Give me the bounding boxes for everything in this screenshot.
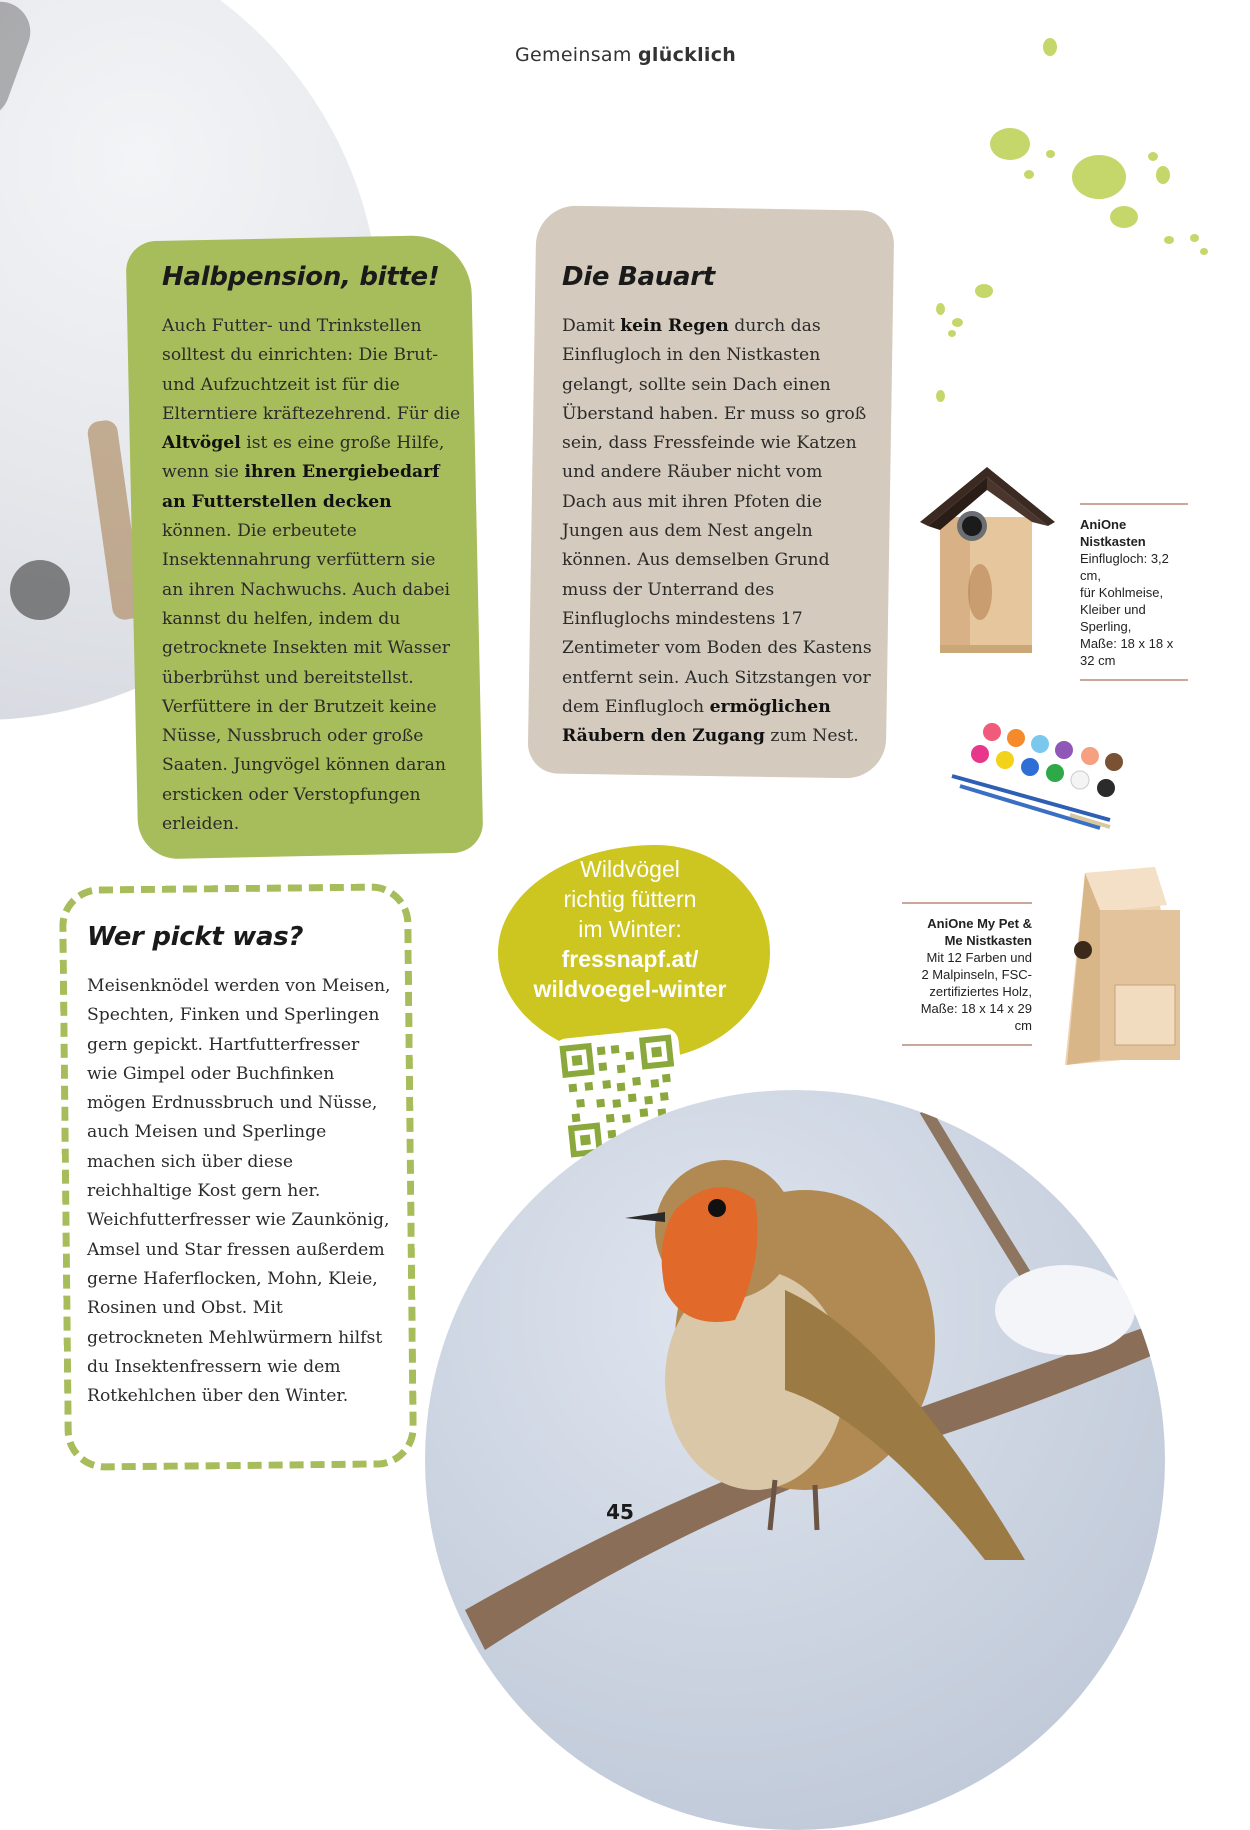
card-body	[562, 312, 872, 751]
bold-text: kein Regen	[620, 316, 729, 336]
text-run: ist es eine große Hilfe, wenn sie	[162, 433, 445, 483]
promo-url-line[interactable]: fressnapf.at/	[561, 946, 699, 972]
bold-text: Altvögel	[162, 433, 241, 454]
paint-set-image	[950, 720, 1150, 845]
text-run: Damit	[562, 316, 621, 336]
text-run: Auch Futter- und Trinkstellen solltest du einrichten: Die Brut- und Aufzuchtzeit ist für die Elterntiere kräftezehrend. Für die	[162, 316, 461, 424]
page-header	[515, 44, 736, 66]
text-run: durch das Einflugloch in den Nistkasten gelangt, sollte sein Dach einen Überstand haben. Er muss so groß sein, dass Fressfeinde wie Katzen und andere Räuber nicht vom Dach aus mit ihren Pfoten die Jungen aus dem Nest angeln können. Aus demselben Grund muss der Unterrand des Einfluglochs mindestens 17 Zentimeter vom Boden des Kastens entfernt sein. Auch Sitzstangen vor dem Einflugloch	[562, 316, 872, 717]
photo-detail	[10, 560, 70, 620]
product-detail-line: 2 Malpinseln, FSC-	[921, 967, 1032, 982]
photo-detail	[0, 0, 39, 127]
card-title: Halbpension, bitte!	[162, 262, 440, 292]
product-name-line: Nistkasten	[1080, 534, 1146, 549]
header-bold: glücklich	[638, 44, 737, 66]
promo-line: Wildvögel	[580, 856, 680, 882]
product-name-line: AniOne	[1080, 517, 1127, 532]
text-run: zum Nest.	[764, 726, 859, 747]
card-bauart	[562, 262, 872, 751]
card-wer-pickt	[87, 922, 392, 1411]
robin-photo	[425, 1090, 1165, 1830]
product-detail-line: Kleiber und Sperling,	[1080, 602, 1146, 634]
birdhouse-image	[920, 462, 1055, 662]
product-detail-line: für Kohlmeise,	[1080, 585, 1164, 600]
product-detail-line: Maße: 18 x 18 x 32 cm	[1080, 636, 1174, 668]
promo-text[interactable]	[510, 854, 750, 1004]
product-detail-line: Maße: 18 x 14 x 29 cm	[920, 1001, 1032, 1033]
page-number: 45	[606, 1500, 634, 1524]
product-detail-line: Einflugloch: 3,2 cm,	[1080, 551, 1169, 583]
bold-text: ermöglichen Räubern den Zugang	[562, 696, 831, 747]
text-run: können. Die erbeutete Insektennahrung verfüttern sie an ihren Nachwuchs. Auch dabei kannst du helfen, indem du getrocknete Insekten mit Wasser überbrühst und bereitstellst. Verfüttere in der Brutzeit keine Nüsse, Nussbruch oder große Saaten. Jungvögel können daran ersticken oder Verstopfungen erleiden.	[162, 521, 451, 835]
card-halbpension	[162, 262, 462, 839]
card-title: Die Bauart	[562, 262, 715, 292]
card-body	[162, 312, 462, 839]
header-prefix: Gemeinsam	[515, 44, 632, 66]
product-detail-line: Mit 12 Farben und	[926, 950, 1032, 965]
robin-illustration	[425, 1090, 1165, 1830]
product-name-line: Me Nistkasten	[944, 933, 1032, 948]
bold-text: ihren Energiebedarf an Futterstellen decken	[162, 462, 440, 512]
wooden-birdhouse-image	[1055, 865, 1205, 1075]
promo-line: richtig füttern	[563, 886, 697, 912]
card-body: Meisenknödel werden von Meisen, Spechten, Finken und Sperlingen gern gepickt. Hartfutterfresser wie Gimpel oder Buchfinken mögen Erdnussbruch und Nüsse, auch Meisen und Sperlinge machen sich über diese reichhaltige Kost gern her. Weichfutterfresser wie Zaunkönig, Amsel und Star fressen außerdem gerne Haferflocken, Mohn, Kleie, Rosinen und Obst. Mit getrockneten Mehlwürmern hilfst du Insektenfressern wie dem Rotkehlchen über den Winter.	[87, 976, 391, 1407]
product-detail-line: zertifiziertes Holz,	[929, 984, 1032, 999]
product-name-line: AniOne My Pet &	[927, 916, 1032, 931]
promo-url-line[interactable]: wildvoegel-winter	[533, 976, 727, 1002]
promo-line: im Winter:	[578, 916, 682, 942]
product-info-my-pet-nistkasten	[902, 902, 1032, 1046]
product-info-nistkasten	[1080, 503, 1188, 681]
card-title: Wer pickt was?	[87, 922, 304, 952]
